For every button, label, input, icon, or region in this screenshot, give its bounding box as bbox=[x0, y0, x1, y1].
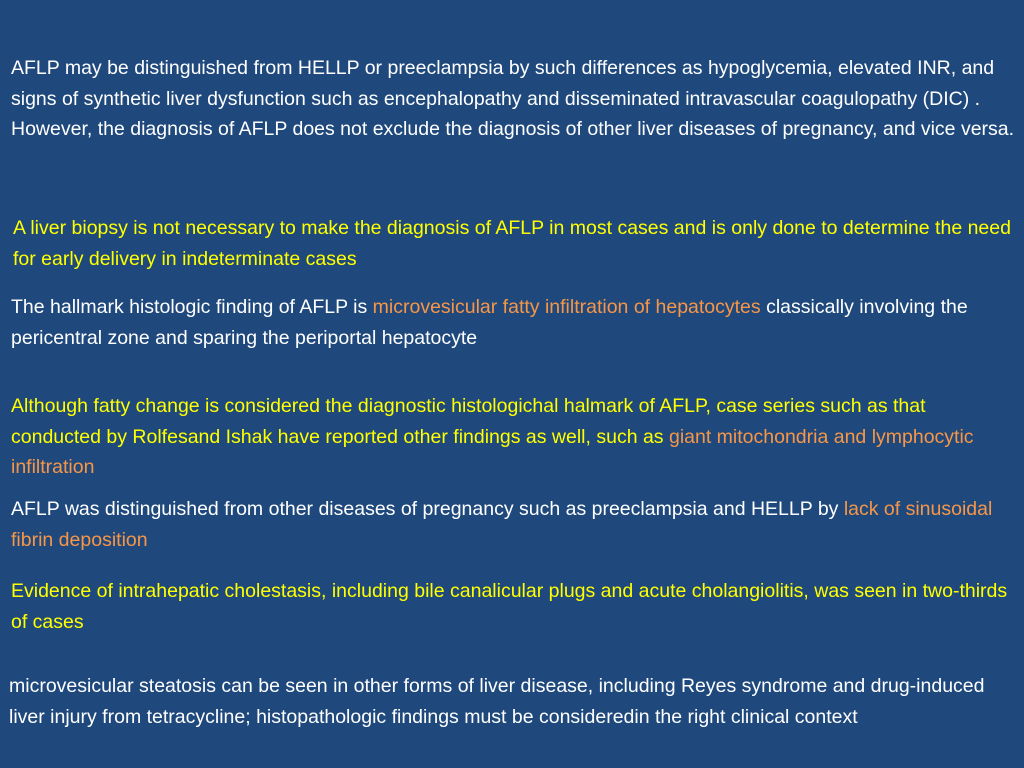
highlight-giant-mitochondria: giant mitochondria and lymphocytic infiltration bbox=[11, 425, 974, 478]
paragraph-cholestasis bbox=[11, 576, 1019, 637]
paragraph-text: microvesicular steatosis can be seen in other forms of liver disease, including Reyes syndrome and drug-induced liver injury from tetracycline; histopathologic findings must be consideredin the right clinical context bbox=[9, 675, 985, 728]
paragraph-liver-biopsy bbox=[13, 213, 1021, 274]
highlight-microvesicular-infiltration: microvesicular fatty infiltration of hepatocytes bbox=[372, 296, 761, 318]
paragraph-text: A liver biopsy is not necessary to make the diagnosis of AFLP in most cases and is only done to determine the need for early delivery in indeterminate cases bbox=[13, 217, 1011, 270]
paragraph-aflp-vs-hellp bbox=[11, 53, 1019, 145]
paragraph-text: classically involving the pericentral zone and sparing the periportal hepatocyte bbox=[11, 296, 968, 349]
paragraph-hallmark-finding bbox=[11, 292, 1019, 353]
highlight-fibrin-deposition: lack of sinusoidal fibrin deposition bbox=[11, 498, 993, 551]
paragraph-clinical-context bbox=[9, 671, 1017, 732]
paragraph-text: Evidence of intrahepatic cholestasis, including bile canalicular plugs and acute cholangiolitis, was seen in two-thirds of cases bbox=[11, 580, 1008, 633]
paragraph-text: Although fatty change is considered the diagnostic histologichal halmark of AFLP, case series such as that conducted by Rolfesand Ishak have reported other findings as well, such as bbox=[11, 395, 926, 448]
paragraph-text: The hallmark histologic finding of AFLP is bbox=[11, 296, 373, 318]
paragraph-other-findings bbox=[11, 391, 1019, 483]
paragraph-text: AFLP may be distinguished from HELLP or preeclampsia by such differences as hypoglycemia, elevated INR, and signs of synthetic liver dysfunction such as encephalopathy and disseminated intravascular coagulopathy (DIC) . However, the diagnosis of AFLP does not exclude the diagnosis of other liver diseases of pregnancy, and vice versa. bbox=[11, 57, 1015, 140]
paragraph-text: AFLP was distinguished from other diseases of pregnancy such as preeclampsia and HELLP by bbox=[11, 498, 844, 520]
paragraph-distinguished-by bbox=[11, 494, 1019, 555]
